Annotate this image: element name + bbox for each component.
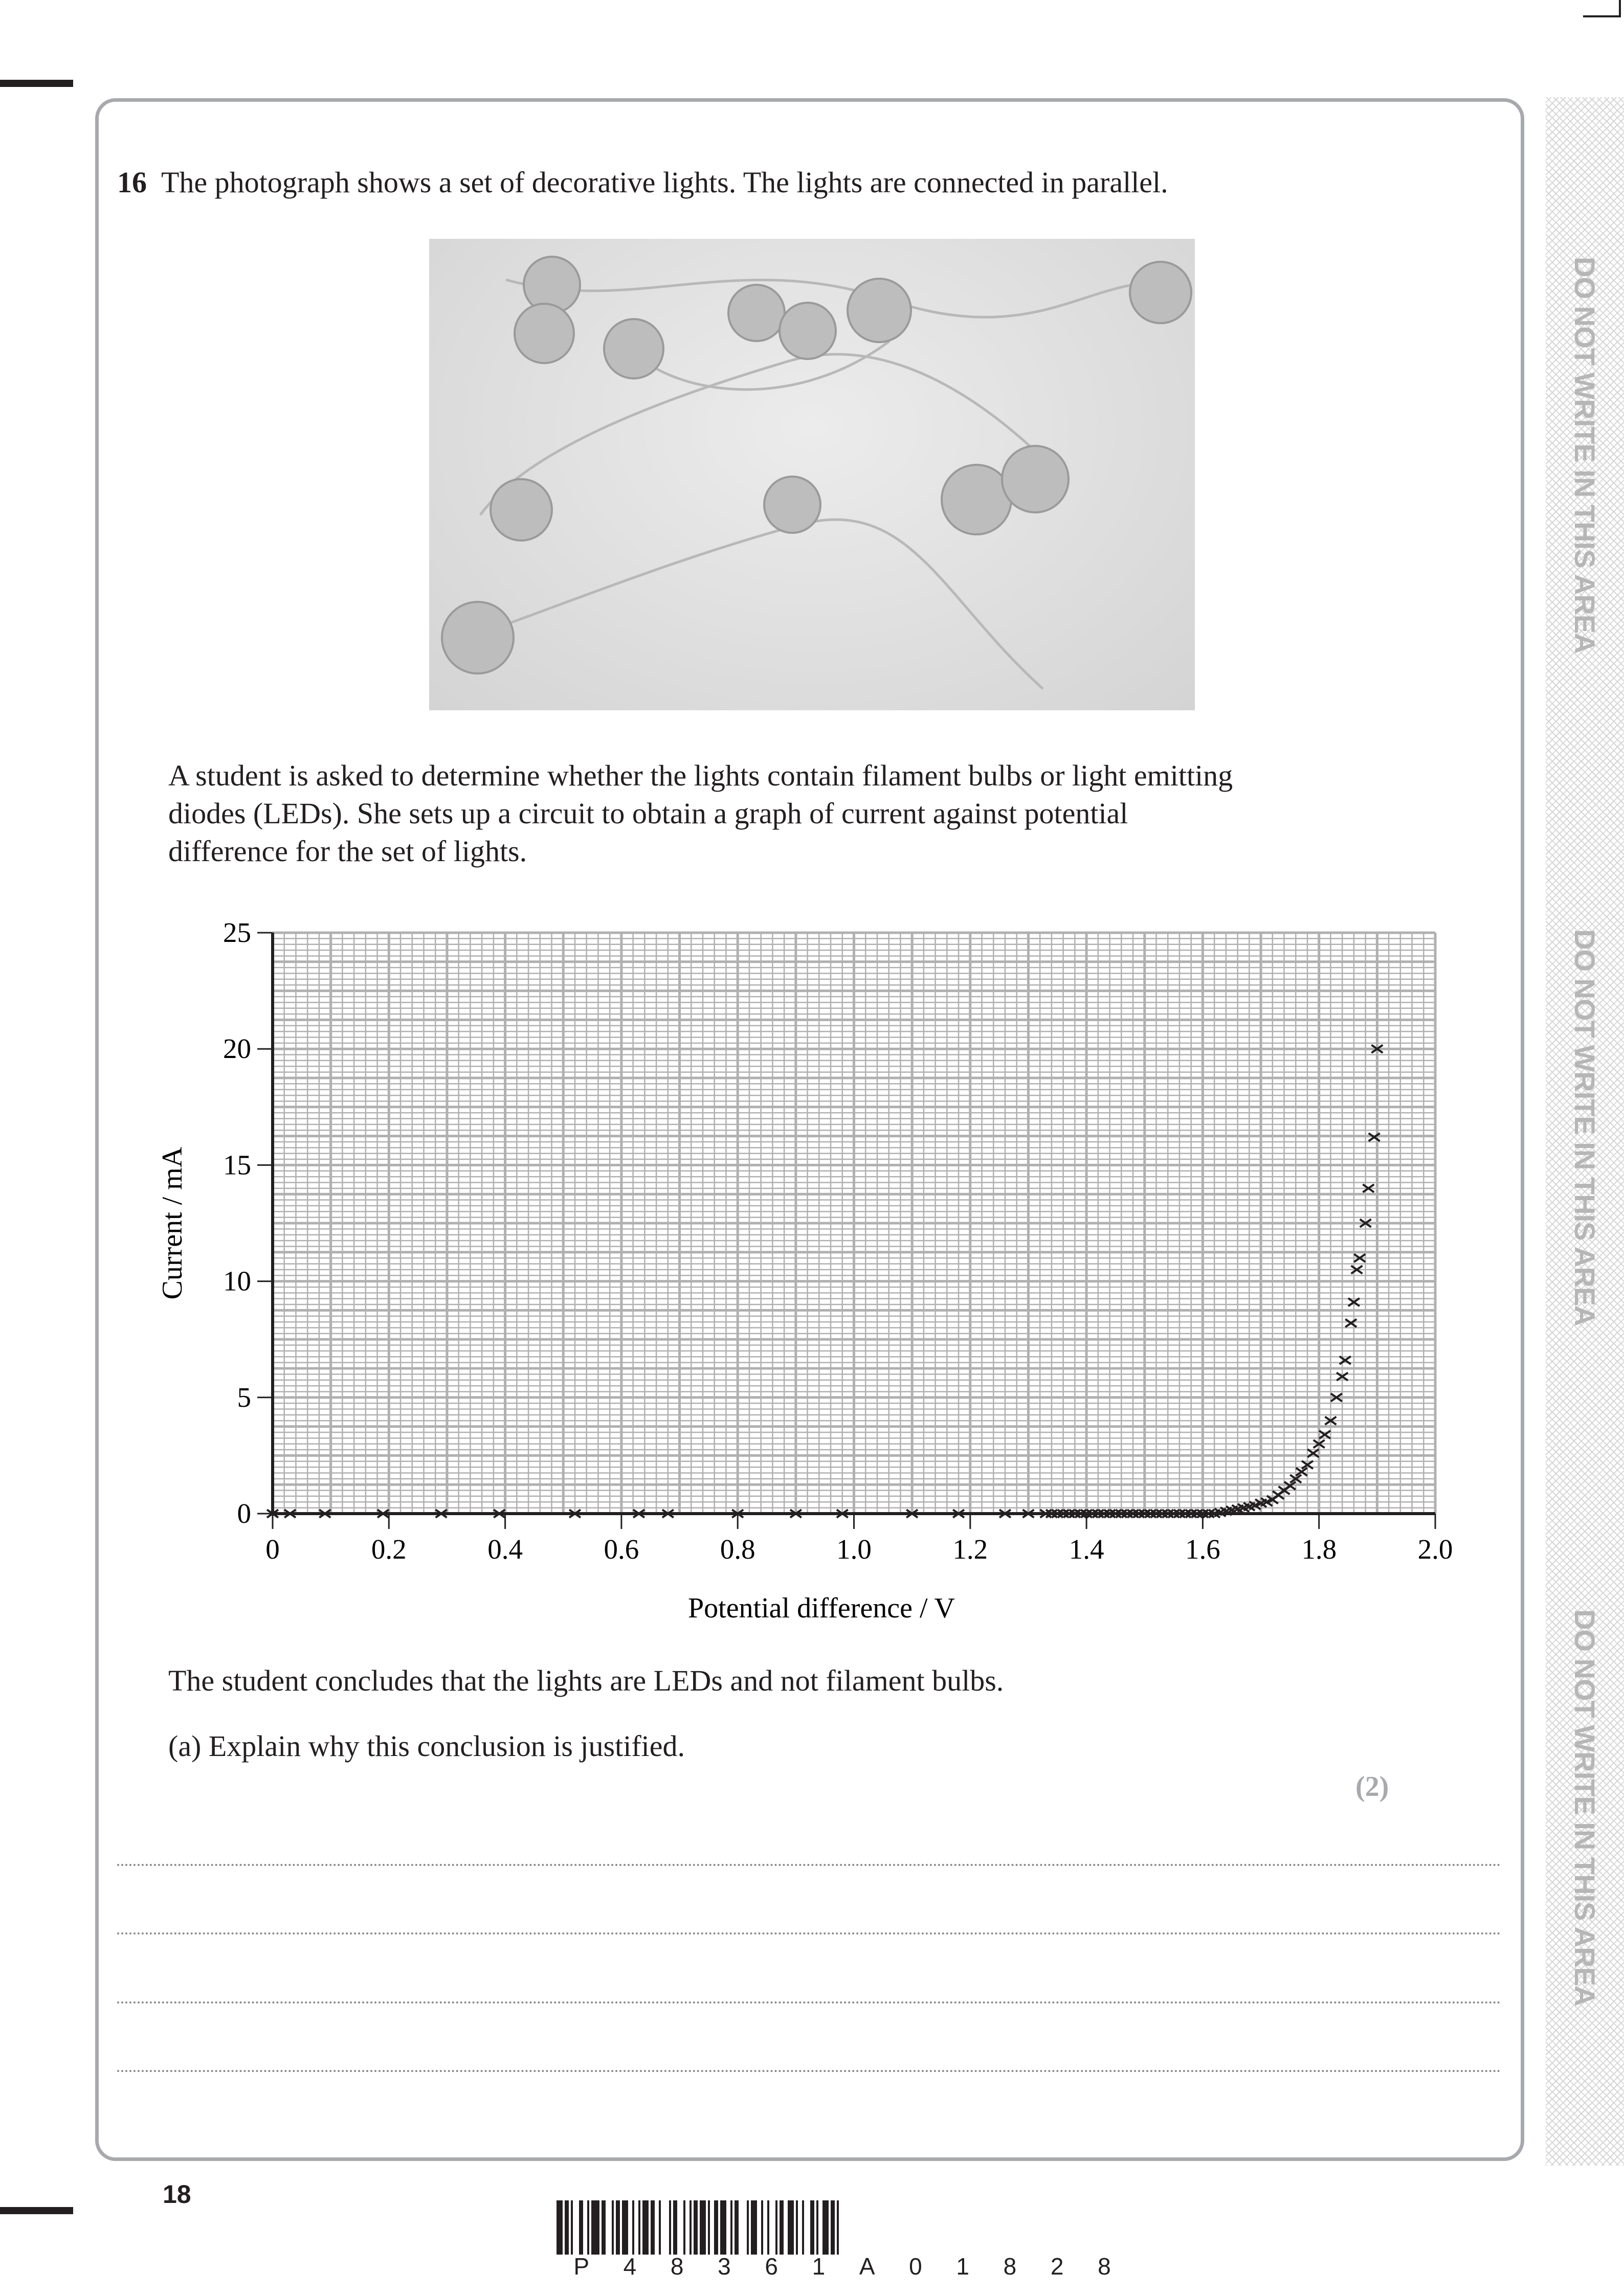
- barcode-bar: [642, 2200, 649, 2255]
- barcode-bar: [628, 2200, 632, 2255]
- barcode-bar: [822, 2200, 829, 2255]
- para-line: difference for the set of lights.: [168, 835, 527, 868]
- x-tick-label: 2.0: [1417, 1534, 1453, 1565]
- barcode-bar: [804, 2200, 810, 2255]
- barcode-bar: [831, 2200, 835, 2255]
- margin-warning-1: DO NOT WRITE IN THIS AREA: [1569, 257, 1601, 654]
- barcode-bar: [751, 2200, 757, 2255]
- data-point: [1345, 1319, 1356, 1327]
- answer-line-4[interactable]: [117, 2070, 1501, 2072]
- barcode-digit: 1: [812, 2253, 826, 2280]
- marks-label: (2): [1355, 1771, 1389, 1803]
- barcode-digit: 0: [909, 2253, 922, 2280]
- x-tick-label: 0.4: [487, 1534, 523, 1565]
- x-tick-label: 0.8: [720, 1534, 755, 1565]
- x-tick-label: 1.8: [1301, 1534, 1337, 1565]
- x-tick-label: 1.6: [1185, 1534, 1220, 1565]
- graph-grid: [273, 933, 1435, 1514]
- barcode: [557, 2200, 1128, 2255]
- barcode-digit: 4: [623, 2253, 637, 2280]
- barcode-bar: [818, 2200, 822, 2255]
- barcode-digit: 8: [670, 2253, 684, 2280]
- barcode-bar: [606, 2200, 612, 2255]
- y-tick-label: 25: [223, 917, 251, 948]
- y-axis-label: Current / mA: [157, 1146, 188, 1300]
- para-line: diodes (LEDs). She sets up a circuit to obtain a graph of current against potential: [168, 797, 1128, 830]
- x-tick-label: 0.6: [604, 1534, 639, 1565]
- y-tick-label: 20: [223, 1033, 251, 1065]
- barcode-bar: [616, 2200, 620, 2255]
- barcode-bar: [798, 2200, 802, 2255]
- barcode-digit: 3: [718, 2253, 731, 2280]
- barcode-bar: [591, 2200, 599, 2255]
- barcode-digit: 6: [765, 2253, 778, 2280]
- y-tick-label: 15: [223, 1149, 251, 1181]
- answer-line-2[interactable]: [117, 1932, 1501, 1934]
- para-line: A student is asked to determine whether the lights contain filament bulbs or light emitting: [168, 759, 1233, 792]
- x-tick-label: 0: [265, 1534, 280, 1565]
- y-tick-label: 0: [237, 1498, 251, 1529]
- barcode-digit: 8: [1098, 2253, 1111, 2280]
- barcode-bar: [557, 2200, 563, 2255]
- barcode-bar: [677, 2200, 683, 2255]
- question-intro-text: The photograph shows a set of decorative lights. The lights are connected in parallel.: [161, 166, 1168, 199]
- x-axis-label: Potential difference / V: [688, 1592, 955, 1624]
- answer-line-1[interactable]: [117, 1864, 1501, 1866]
- barcode-bar: [839, 2200, 845, 2255]
- x-tick-label: 1.0: [836, 1534, 872, 1565]
- barcode-bar: [673, 2200, 677, 2255]
- barcode-digit: 2: [1050, 2253, 1064, 2280]
- barcode-digit: 1: [956, 2253, 969, 2280]
- barcode-bar: [710, 2200, 714, 2255]
- barcode-bar: [565, 2200, 569, 2255]
- margin-warning-3: DO NOT WRITE IN THIS AREA: [1569, 1609, 1601, 2006]
- barcode-bar: [651, 2200, 655, 2255]
- barcode-bar: [694, 2200, 698, 2255]
- barcode-bar: [700, 2200, 706, 2255]
- answer-line-3[interactable]: [117, 2001, 1501, 2004]
- y-tick-label: 5: [237, 1381, 251, 1413]
- barcode-bar: [763, 2200, 767, 2255]
- barcode-bar: [685, 2200, 689, 2255]
- data-point: [1296, 1468, 1307, 1476]
- part-a-prompt: (a) Explain why this conclusion is justified.: [168, 1729, 685, 1763]
- barcode-bar: [739, 2200, 747, 2255]
- barcode-bar: [735, 2200, 739, 2255]
- barcode-bar: [757, 2200, 761, 2255]
- barcode-bar: [583, 2200, 587, 2255]
- barcode-digit: A: [859, 2253, 875, 2280]
- barcode-bar: [788, 2200, 794, 2255]
- page-number: 18: [163, 2180, 191, 2209]
- margin-warning-2: DO NOT WRITE IN THIS AREA: [1569, 929, 1601, 1326]
- barcode-bar: [810, 2200, 814, 2255]
- barcode-bar: [579, 2200, 583, 2255]
- barcode-digit: 8: [1003, 2253, 1017, 2280]
- question-number: 16: [117, 166, 147, 199]
- barcode-bar: [573, 2200, 579, 2255]
- barcode-digit: P: [573, 2253, 589, 2280]
- x-tick-label: 0.2: [371, 1534, 407, 1565]
- x-tick-label: 1.4: [1069, 1534, 1104, 1565]
- barcode-bar: [602, 2200, 606, 2255]
- barcode-bar: [714, 2200, 718, 2255]
- barcode-bar: [622, 2200, 628, 2255]
- barcode-bar: [769, 2200, 775, 2255]
- y-tick-label: 10: [223, 1265, 251, 1297]
- barcode-digits: [557, 2253, 1128, 2280]
- barcode-bar: [720, 2200, 726, 2255]
- barcode-bar: [780, 2200, 784, 2255]
- conclusion-text: The student concludes that the lights are LEDs and not filament bulbs.: [168, 1664, 1004, 1697]
- x-tick-label: 1.2: [952, 1534, 988, 1565]
- barcode-bar: [655, 2200, 659, 2255]
- barcode-bar: [726, 2200, 730, 2255]
- barcode-bar: [661, 2200, 669, 2255]
- barcode-bar: [634, 2200, 638, 2255]
- barcode-bar: [784, 2200, 788, 2255]
